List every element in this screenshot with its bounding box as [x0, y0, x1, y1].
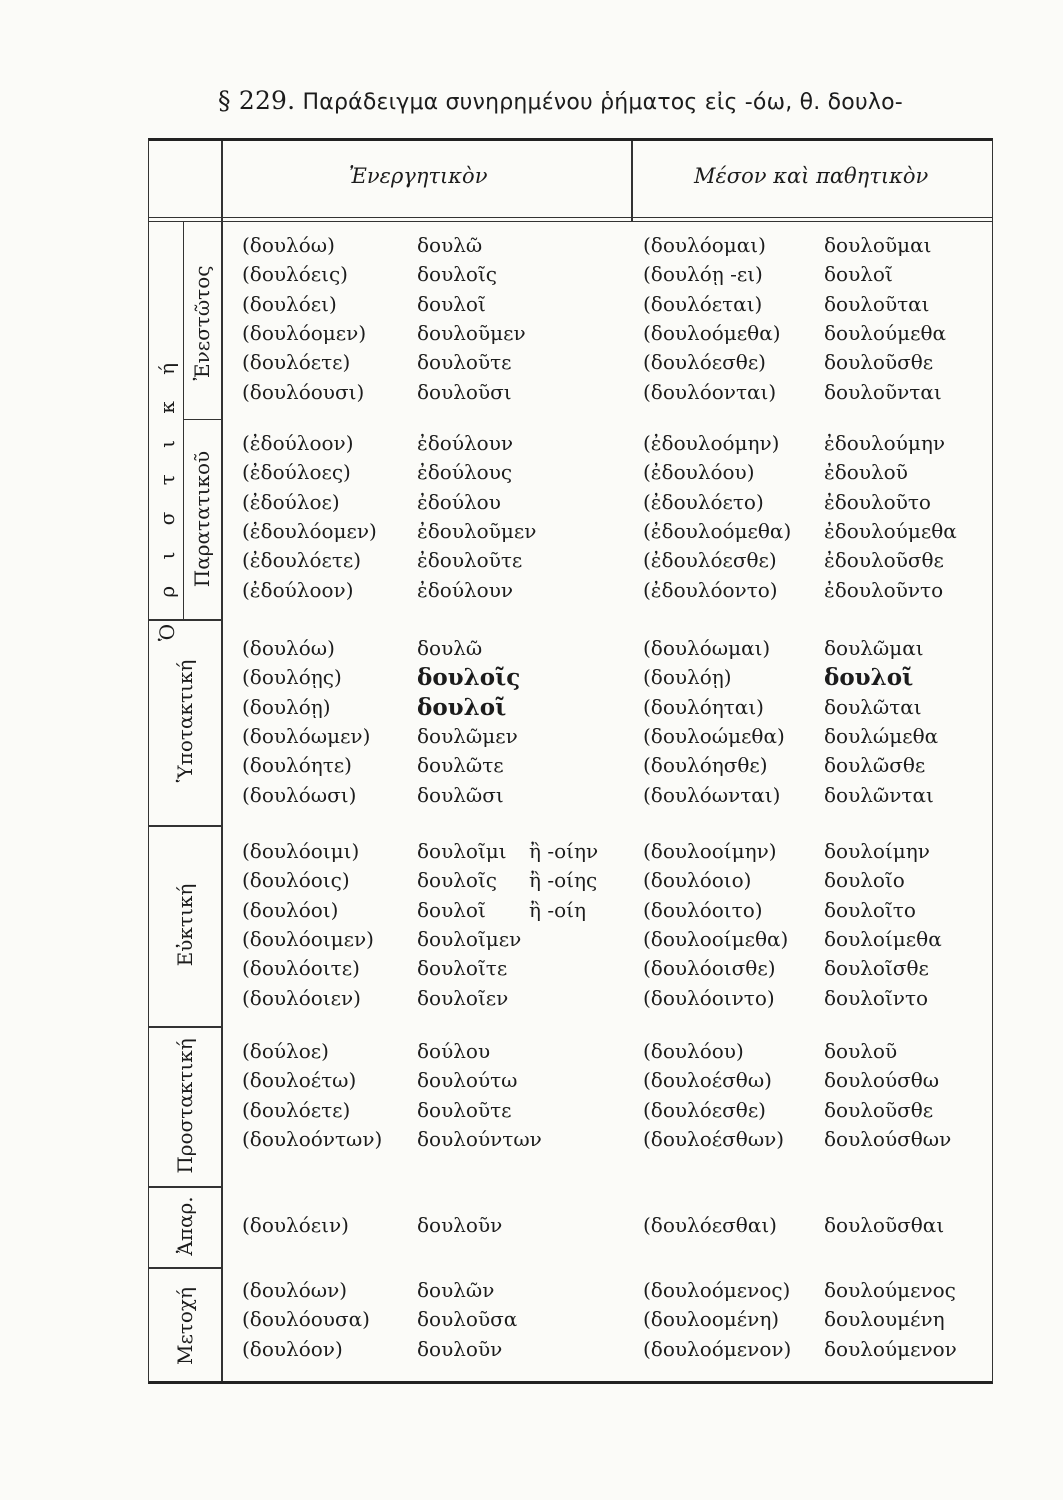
participle-mid-form: δουλουμένη	[824, 1307, 945, 1332]
subjunctive-act-form: δουλοῖς	[417, 664, 521, 692]
optative-act-form: δουλοῖεν	[417, 985, 509, 1010]
present-indicative-act-open-form: (δουλόουσι)	[242, 379, 365, 404]
imperfect-indicative-mid-open-form: (ἐδουλόοντο)	[643, 577, 778, 602]
present-indicative-mid-form: δουλοῖ	[824, 262, 893, 287]
participle-mid-open-form: (δουλοόμενος)	[643, 1278, 791, 1302]
conjugation-table	[148, 138, 993, 1384]
infinitive-mid-open-form: (δουλόεσθαι)	[643, 1213, 777, 1237]
imperfect-indicative-mid-form: ἐδουλοῦσθε	[824, 548, 944, 573]
subjunctive-act-form: δουλῶσι	[417, 782, 504, 807]
imperative-act-open-form: (δουλόετε)	[242, 1097, 351, 1122]
imperfect-indicative-mid-form: ἐδουλούμεθα	[824, 518, 957, 543]
participle-act-open-form: (δουλόον)	[242, 1336, 343, 1361]
present-indicative-mid-form: δουλοῦνται	[824, 379, 942, 404]
subjunctive-mid-open-form: (δουλόωμαι)	[643, 636, 771, 660]
participle-mid-form: δουλούμενον	[824, 1336, 957, 1361]
participle-mid-open-form: (δουλοόμενον)	[643, 1336, 792, 1361]
section-title: Παράδειγμα συνηρημένου ῥήματος εἰς -όω, θ. δουλο-	[302, 90, 903, 115]
middle-passive-voice-header: Μέσον καὶ παθητικὸν	[694, 164, 929, 188]
mood-rule-infinitive	[149, 1186, 223, 1188]
imperative-act-open-form: (δούλοε)	[242, 1039, 329, 1063]
optative-mid-open-form: (δουλόοισθε)	[643, 956, 776, 981]
tense-label-present: Ἐνεστῶτος	[190, 265, 214, 381]
optative-act-open-form: (δουλόοι)	[242, 897, 339, 922]
imperfect-indicative-act-form: ἐδούλους	[417, 460, 513, 485]
imperfect-indicative-act-form: ἐδούλουν	[417, 431, 514, 455]
present-indicative-mid-open-form: (δουλόονται)	[643, 379, 777, 404]
imperfect-indicative-act-open-form: (ἐδούλοε)	[242, 489, 340, 514]
optative-act-open-form: (δουλόοις)	[242, 868, 350, 893]
subjunctive-mid-open-form: (δουλόηται)	[643, 694, 764, 719]
present-indicative-act-open-form: (δουλόεις)	[242, 262, 348, 287]
mood-rule-participle	[149, 1267, 223, 1269]
imperative-act-form: δουλούτω	[417, 1068, 518, 1093]
imperfect-indicative-act-open-form: (ἐδούλοον)	[242, 431, 354, 455]
header-rule	[149, 217, 992, 218]
mood-label-subjunctive: Ὑποτακτική	[173, 659, 197, 783]
mood-label-participle: Μετοχή	[173, 1286, 197, 1366]
subjunctive-mid-form: δουλῶσθε	[824, 753, 926, 778]
subjunctive-mid-form: δουλῶνται	[824, 782, 934, 807]
tense-label-imperfect: Παρατατικοῦ	[190, 450, 214, 588]
mood-rule-imperative	[149, 1026, 223, 1028]
participle-act-form: δουλῶν	[417, 1278, 495, 1302]
infinitive-act-open-form: (δουλόειν)	[242, 1213, 349, 1237]
active-voice-header: Ἐνεργητικὸν	[349, 164, 488, 188]
subjunctive-mid-form: δουλῶται	[824, 694, 922, 719]
present-indicative-act-form: δουλῶ	[417, 233, 483, 257]
present-indicative-act-open-form: (δουλόει)	[242, 291, 337, 316]
present-indicative-act-open-form: (δουλόετε)	[242, 350, 351, 375]
imperative-act-form: δουλοῦτε	[417, 1097, 512, 1122]
optative-mid-form: δουλοίμεθα	[824, 926, 942, 951]
imperfect-indicative-mid-open-form: (ἐδουλοόμην)	[643, 431, 780, 455]
header-rule-2	[149, 221, 992, 222]
present-indicative-act-form: δουλοῦμεν	[417, 320, 526, 345]
mood-label-imperative: Προστακτική	[173, 1038, 197, 1174]
mood-column-divider	[221, 141, 223, 1381]
subjunctive-act-form: δουλῶτε	[417, 753, 504, 778]
imperative-mid-form: δουλούσθω	[824, 1068, 940, 1093]
subjunctive-act-form: δουλῶ	[417, 636, 483, 660]
present-indicative-mid-form: δουλοῦται	[824, 291, 930, 316]
optative-act-form: δουλοῖτε	[417, 956, 508, 981]
optative-act-open-form: (δουλόοιμεν)	[242, 926, 374, 951]
infinitive-act-form: δουλοῦν	[417, 1213, 503, 1237]
section-number: § 229.	[218, 86, 296, 115]
imperfect-indicative-act-open-form: (ἐδουλόομεν)	[242, 518, 377, 543]
section-heading	[218, 86, 903, 115]
imperative-mid-open-form: (δουλόεσθε)	[643, 1097, 766, 1122]
subjunctive-act-open-form: (δουλόωμεν)	[242, 723, 371, 748]
optative-act-open-form: (δουλόοιεν)	[242, 985, 361, 1010]
present-indicative-mid-open-form: (δουλόεται)	[643, 291, 763, 316]
mood-label-indicative: Ὁ ρ ι σ τ ι κ ή	[155, 352, 179, 642]
present-indicative-mid-form: δουλοῦμαι	[824, 233, 932, 257]
participle-mid-form: δουλούμενος	[824, 1278, 956, 1302]
mood-label-infinitive: Ἀπαρ.	[173, 1196, 197, 1256]
tense-rule	[183, 419, 222, 420]
optative-mid-form: δουλοῖο	[824, 868, 905, 893]
present-indicative-mid-form: δουλούμεθα	[824, 320, 947, 345]
present-indicative-mid-form: δουλοῦσθε	[824, 350, 934, 375]
subjunctive-mid-form: δουλοῖ	[824, 664, 914, 692]
imperative-mid-form: δουλούσθων	[824, 1126, 952, 1151]
imperfect-indicative-act-open-form: (ἐδούλοες)	[242, 460, 351, 485]
imperative-mid-open-form: (δουλόου)	[643, 1039, 744, 1063]
participle-mid-open-form: (δουλοομένη)	[643, 1307, 780, 1332]
optative-mid-open-form: (δουλόοιτο)	[643, 897, 763, 922]
optative-mid-open-form: (δουλόοιντο)	[643, 985, 775, 1010]
subjunctive-mid-form: δουλώμεθα	[824, 723, 939, 748]
optative-act-alt-form: ἢ -οίης	[529, 868, 598, 893]
mood-rule-optative	[149, 825, 223, 827]
imperfect-indicative-mid-open-form: (ἐδουλόου)	[643, 460, 755, 485]
optative-mid-form: δουλοῖτο	[824, 897, 916, 922]
present-indicative-mid-open-form: (δουλοόμεθα)	[643, 320, 781, 345]
imperfect-indicative-act-form: ἐδούλου	[417, 489, 501, 514]
optative-act-form: δουλοῖ	[417, 897, 486, 922]
subjunctive-mid-open-form: (δουλόωνται)	[643, 782, 781, 807]
optative-mid-open-form: (δουλοοίμην)	[643, 839, 777, 863]
present-indicative-act-open-form: (δουλόομεν)	[242, 320, 367, 345]
imperfect-indicative-mid-open-form: (ἐδουλόετο)	[643, 489, 764, 514]
imperative-act-open-form: (δουλοόντων)	[242, 1126, 383, 1151]
imperfect-indicative-mid-form: ἐδουλούμην	[824, 431, 945, 455]
subjunctive-act-open-form: (δουλόω)	[242, 636, 335, 660]
optative-mid-form: δουλοίμην	[824, 839, 930, 863]
imperative-mid-open-form: (δουλοέσθω)	[643, 1068, 772, 1093]
subjunctive-mid-open-form: (δουλόῃ)	[643, 665, 732, 690]
participle-act-form: δουλοῦσα	[417, 1307, 518, 1332]
subjunctive-act-open-form: (δουλόῃς)	[242, 665, 342, 690]
optative-mid-open-form: (δουλόοιο)	[643, 868, 752, 893]
imperative-mid-form: δουλοῦσθε	[824, 1097, 934, 1122]
subjunctive-act-open-form: (δουλόῃ)	[242, 694, 331, 719]
imperfect-indicative-act-open-form: (ἐδούλοον)	[242, 577, 354, 602]
participle-act-form: δουλοῦν	[417, 1336, 503, 1361]
optative-act-alt-form: ἢ -οίην	[529, 839, 599, 863]
present-indicative-act-form: δουλοῦτε	[417, 350, 512, 375]
imperfect-indicative-mid-form: ἐδουλοῦ	[824, 460, 908, 485]
participle-act-open-form: (δουλόουσα)	[242, 1307, 370, 1332]
optative-act-open-form: (δουλόοιμι)	[242, 839, 360, 863]
imperative-mid-form: δουλοῦ	[824, 1039, 898, 1063]
subjunctive-act-open-form: (δουλόητε)	[242, 753, 352, 778]
imperative-mid-open-form: (δουλοέσθων)	[643, 1126, 785, 1151]
subjunctive-act-open-form: (δουλόωσι)	[242, 782, 357, 807]
present-indicative-act-form: δουλοῖ	[417, 291, 486, 316]
present-indicative-act-form: δουλοῖς	[417, 262, 497, 287]
imperfect-indicative-mid-open-form: (ἐδουλοόμεθα)	[643, 518, 792, 543]
optative-act-form: δουλοῖμι	[417, 839, 507, 863]
participle-act-open-form: (δουλόων)	[242, 1278, 348, 1302]
imperfect-indicative-act-form: ἐδουλοῦτε	[417, 548, 523, 573]
imperative-act-form: δούλου	[417, 1039, 491, 1063]
present-indicative-act-form: δουλοῦσι	[417, 379, 512, 404]
present-indicative-act-open-form: (δουλόω)	[242, 233, 335, 257]
subjunctive-mid-form: δουλῶμαι	[824, 636, 924, 660]
present-indicative-mid-open-form: (δουλόῃ -ει)	[643, 262, 763, 287]
optative-mid-open-form: (δουλοοίμεθα)	[643, 926, 789, 951]
optative-act-form: δουλοῖς	[417, 868, 497, 893]
optative-mid-form: δουλοῖντο	[824, 985, 929, 1010]
imperfect-indicative-act-open-form: (ἐδουλόετε)	[242, 548, 362, 573]
subjunctive-act-form: δουλῶμεν	[417, 723, 518, 748]
subjunctive-mid-open-form: (δουλοώμεθα)	[643, 723, 785, 748]
present-indicative-mid-open-form: (δουλόομαι)	[643, 233, 766, 257]
subjunctive-act-form: δουλοῖ	[417, 693, 507, 721]
optative-act-open-form: (δουλόοιτε)	[242, 956, 360, 981]
imperative-act-open-form: (δουλοέτω)	[242, 1068, 357, 1093]
imperfect-indicative-mid-open-form: (ἐδουλόεσθε)	[643, 548, 777, 573]
imperative-act-form: δουλούντων	[417, 1126, 542, 1151]
imperfect-indicative-mid-form: ἐδουλοῦντο	[824, 577, 944, 602]
present-indicative-mid-open-form: (δουλόεσθε)	[643, 350, 766, 375]
imperfect-indicative-mid-form: ἐδουλοῦτο	[824, 489, 931, 514]
mood-label-optative: Εὐκτική	[173, 883, 197, 967]
optative-act-form: δουλοῖμεν	[417, 926, 522, 951]
imperfect-indicative-act-form: ἐδουλοῦμεν	[417, 518, 537, 543]
imperfect-indicative-act-form: ἐδούλουν	[417, 577, 514, 602]
optative-act-alt-form: ἢ -οίη	[529, 897, 586, 922]
optative-mid-form: δουλοῖσθε	[824, 956, 929, 981]
infinitive-mid-form: δουλοῦσθαι	[824, 1213, 945, 1237]
subjunctive-mid-open-form: (δουλόησθε)	[643, 753, 768, 778]
voice-column-divider	[631, 141, 633, 221]
